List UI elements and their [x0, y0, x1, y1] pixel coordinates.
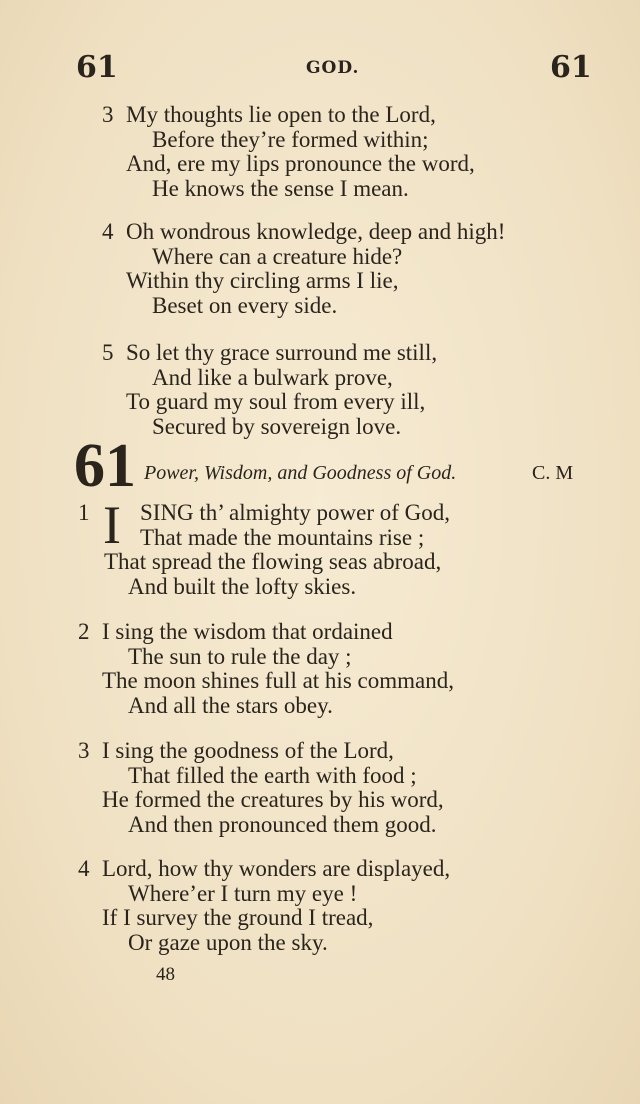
hymn-verse-3: [78, 739, 444, 837]
verse-line: Where’er I turn my eye !: [128, 880, 358, 906]
running-title: GOD.: [306, 58, 360, 78]
verse-line: The moon shines full at his command,: [102, 668, 454, 693]
verse-number: 3: [102, 102, 114, 127]
verse-line: The sun to rule the day ;: [128, 643, 352, 669]
verse-line: That made the mountains rise ;: [140, 524, 425, 550]
verse-line: And all the stars obey.: [128, 692, 333, 718]
verse-line: And then pronounced them good.: [128, 811, 437, 837]
verse-line: And like a bulwark prove,: [152, 364, 393, 390]
verse-line: Before they’re formed within;: [152, 126, 429, 152]
verse-line: Oh wondrous knowledge, deep and high!: [126, 219, 506, 244]
verse-number: 1: [78, 500, 90, 525]
verse-line: Within thy circling arms I lie,: [126, 268, 399, 293]
verse-number: 3: [78, 738, 90, 763]
verse-line: My thoughts lie open to the Lord,: [126, 102, 436, 127]
verse-line: Beset on every side.: [152, 292, 338, 318]
verse-line: I sing the goodness of the Lord,: [102, 738, 394, 763]
page-number-left: 61: [76, 50, 118, 85]
verse-number: 4: [102, 219, 114, 244]
verse-line: So let thy grace surround me still,: [126, 340, 438, 365]
verse-line: If I survey the ground I tread,: [102, 905, 374, 930]
hymn-number: 61: [74, 432, 136, 500]
verse-line: Lord, how thy wonders are displayed,: [102, 856, 451, 881]
verse-line: Secured by sovereign love.: [152, 413, 402, 439]
verse-line: Or gaze upon the sky.: [128, 929, 328, 955]
verse-line: That spread the flowing seas abroad,: [104, 549, 442, 574]
verse-line: He knows the sense I mean.: [152, 175, 409, 201]
prev-verse-3: [102, 103, 475, 201]
verse-line: And, ere my lips pronounce the word,: [126, 151, 475, 176]
hymn-meter: C. M: [532, 462, 574, 484]
hymn-verse-2: [78, 620, 454, 718]
drop-cap: I: [103, 495, 121, 555]
verse-line: Where can a creature hide?: [152, 243, 403, 269]
hymn-verse-4: [78, 857, 450, 955]
verse-line: He formed the creatures by his word,: [102, 787, 444, 812]
verse-number: 2: [78, 619, 90, 644]
prev-verse-4: [102, 220, 505, 318]
verse-line: SING th’ almighty power of God,: [140, 500, 451, 525]
hymn-verse-1: [78, 495, 451, 599]
signature-mark: 48: [156, 964, 175, 985]
prev-verse-5: [102, 341, 437, 439]
page-number-right: 61: [550, 50, 592, 85]
verse-line: That filled the earth with food ;: [128, 762, 417, 788]
verse-line: I sing the wisdom that ordained: [102, 619, 393, 644]
verse-line: To guard my soul from every ill,: [126, 389, 426, 414]
verse-number: 4: [78, 856, 90, 881]
verse-line: And built the lofty skies.: [128, 573, 357, 599]
verse-number: 5: [102, 340, 114, 365]
hymn-title: Power, Wisdom, and Goodness of God.: [144, 462, 457, 484]
